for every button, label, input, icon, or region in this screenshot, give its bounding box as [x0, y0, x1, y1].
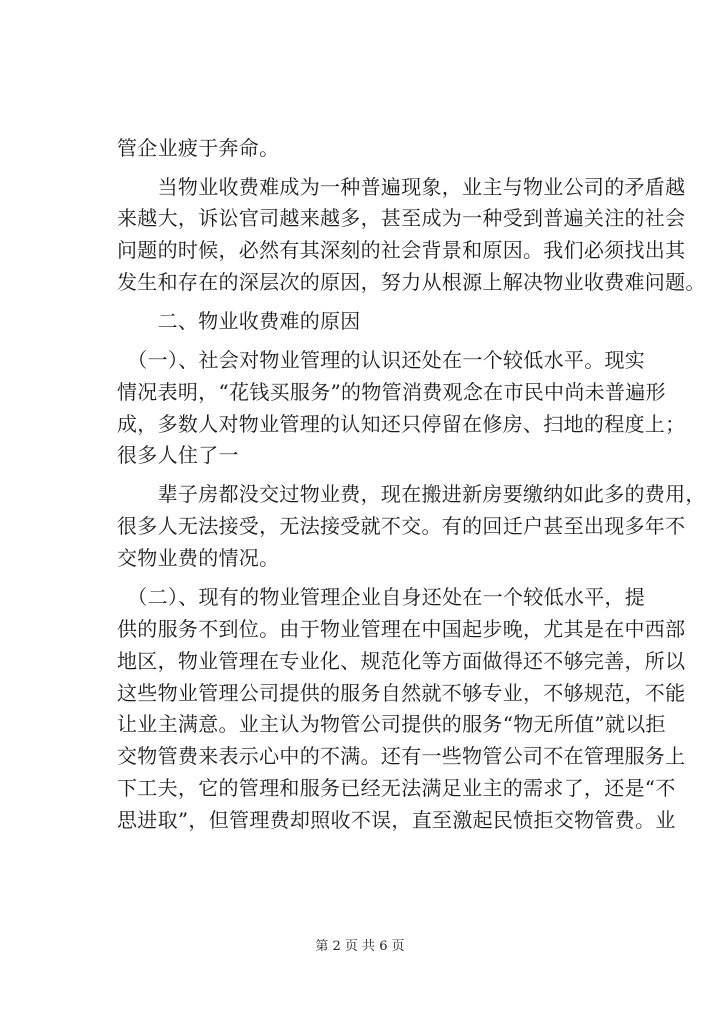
paragraph-line: 问题的时候，必然有其深刻的社会背景和原因。我们必须找出其: [117, 238, 686, 262]
page-footer: 第 2 页 共 6 页: [315, 939, 405, 954]
paragraph-line: （二）、现有的物业管理企业自身还处在一个较低水平，提: [117, 585, 646, 609]
paragraph-line: 成，多数人对物业管理的认知还只停留在修房、扫地的程度上；: [117, 412, 686, 436]
paragraph-line: 交物业费的情况。: [117, 546, 280, 570]
paragraph-line: 管企业疲于奔命。: [117, 136, 280, 160]
paragraph-line: 很多人无法接受，无法接受就不交。有的回迁户甚至出现多年不: [117, 514, 686, 538]
paragraph-line: 让业主满意。业主认为物管公司提供的服务“物无所值”就以拒: [117, 712, 666, 736]
paragraph-line: 地区，物业管理在专业化、规范化等方面做得还不够完善，所以: [117, 649, 686, 673]
paragraph-line: 发生和存在的深层次的原因，努力从根源上解决物业收费难问题。: [117, 270, 706, 294]
paragraph-line: 很多人住了一: [117, 443, 239, 467]
paragraph-line: （一）、社会对物业管理的认识还处在一个较低水平。现实: [117, 348, 646, 372]
paragraph-line: 这些物业管理公司提供的服务自然就不够专业，不够规范，不能: [117, 681, 686, 705]
paragraph-line: 来越大，诉讼官司越来越多，甚至成为一种受到普遍关注的社会: [117, 206, 686, 230]
paragraph-line: 供的服务不到位。由于物业管理在中国起步晚，尤其是在中西部: [117, 617, 686, 641]
paragraph-line: 交物管费来表示心中的不满。还有一些物管公司不在管理服务上: [117, 744, 686, 768]
paragraph-line: 思进取”，但管理费却照收不误，直至激起民愤拒交物管费。业: [117, 808, 676, 832]
section-heading: 二、物业收费难的原因: [117, 309, 361, 333]
paragraph-line: 下工夫，它的管理和服务已经无法满足业主的需求了，还是“不: [117, 776, 676, 800]
paragraph-line: 情况表明，“花钱买服务”的物管消费观念在市民中尚未普遍形: [117, 380, 666, 404]
paragraph-line: 当物业收费难成为一种普遍现象，业主与物业公司的矛盾越: [117, 175, 686, 199]
paragraph-line: 辈子房都没交过物业费，现在搬进新房要缴纳如此多的费用，: [117, 482, 706, 506]
